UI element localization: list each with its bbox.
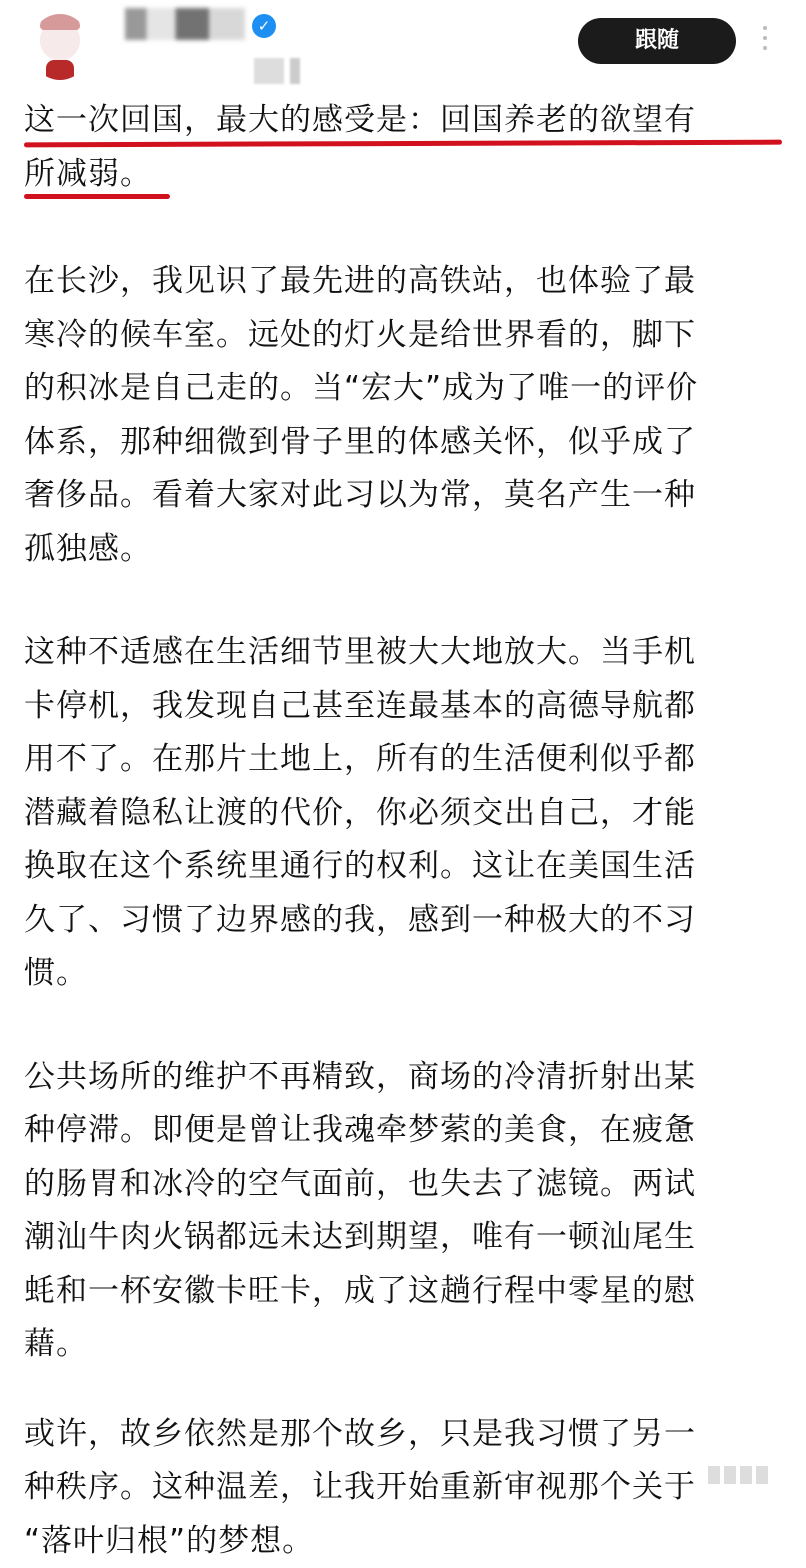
author-meta-redacted-2 bbox=[290, 58, 300, 84]
text-line: 寒冷的候车室。远处的灯火是给世界看的，脚下 bbox=[24, 309, 784, 363]
text-line: 久了、习惯了边界感的我，感到一种极大的不习 bbox=[24, 894, 784, 948]
text-line: 潮汕牛肉火锅都远未达到期望，唯有一顿汕尾生 bbox=[24, 1211, 784, 1265]
post-header bbox=[0, 0, 806, 100]
avatar[interactable] bbox=[30, 14, 90, 80]
text-line: 的肠胃和冰冷的空气面前，也失去了滤镜。两试 bbox=[24, 1158, 784, 1212]
paragraph-4 bbox=[24, 1408, 784, 1568]
text-line: 体系，那种细微到骨子里的体感关怀，似乎成了 bbox=[24, 416, 784, 470]
lead-line: 这一次回国，最大的感受是：回国养老的欲望有 bbox=[24, 94, 784, 148]
text-line: 在长沙，我见识了最先进的高铁站，也体验了最 bbox=[24, 255, 784, 309]
author-name-redacted[interactable] bbox=[125, 8, 245, 40]
text-line: 孤独感。 bbox=[24, 523, 784, 577]
text-line: 种秩序。这种温差，让我开始重新审视那个关于 bbox=[24, 1461, 784, 1515]
text-line: “落叶归根”的梦想。 bbox=[24, 1515, 784, 1568]
text-line: 种停滞。即便是曾让我魂牵梦萦的美食，在疲惫 bbox=[24, 1104, 784, 1158]
paragraph-2 bbox=[24, 626, 784, 1001]
text-line: 奢侈品。看着大家对此习以为常，莫名产生一种 bbox=[24, 469, 784, 523]
paragraph-1 bbox=[24, 255, 784, 576]
post-body bbox=[24, 94, 784, 1568]
paragraph-3 bbox=[24, 1051, 784, 1372]
text-line: 公共场所的维护不再精致，商场的冷清折射出某 bbox=[24, 1051, 784, 1105]
text-line: 的积冰是自己走的。当“宏大”成为了唯一的评价 bbox=[24, 362, 784, 416]
text-line: 换取在这个系统里通行的权利。这让在美国生活 bbox=[24, 840, 784, 894]
text-line: 或许，故乡依然是那个故乡，只是我习惯了另一 bbox=[24, 1408, 784, 1462]
text-line: 蚝和一杯安徽卡旺卡，成了这趟行程中零星的慰 bbox=[24, 1265, 784, 1319]
text-line: 惯。 bbox=[24, 947, 784, 1001]
text-line: 潜藏着隐私让渡的代价，你必须交出自己，才能 bbox=[24, 787, 784, 841]
more-icon[interactable] bbox=[760, 26, 770, 56]
watermark-redacted bbox=[708, 1466, 788, 1488]
follow-button[interactable]: 跟随 bbox=[578, 18, 736, 64]
avatar-hair bbox=[40, 14, 80, 30]
lead-paragraph bbox=[24, 94, 784, 201]
text-line: 用不了。在那片土地上，所有的生活便利似乎都 bbox=[24, 733, 784, 787]
text-line: 卡停机，我发现自己甚至连最基本的高德导航都 bbox=[24, 680, 784, 734]
text-line: 这种不适感在生活细节里被大大地放大。当手机 bbox=[24, 626, 784, 680]
text-line: 藉。 bbox=[24, 1318, 784, 1372]
author-meta-redacted bbox=[254, 58, 284, 84]
verified-icon: ✓ bbox=[252, 14, 276, 38]
red-underline bbox=[24, 194, 170, 199]
lead-line: 所减弱。 bbox=[24, 148, 784, 202]
avatar-body bbox=[46, 60, 74, 80]
